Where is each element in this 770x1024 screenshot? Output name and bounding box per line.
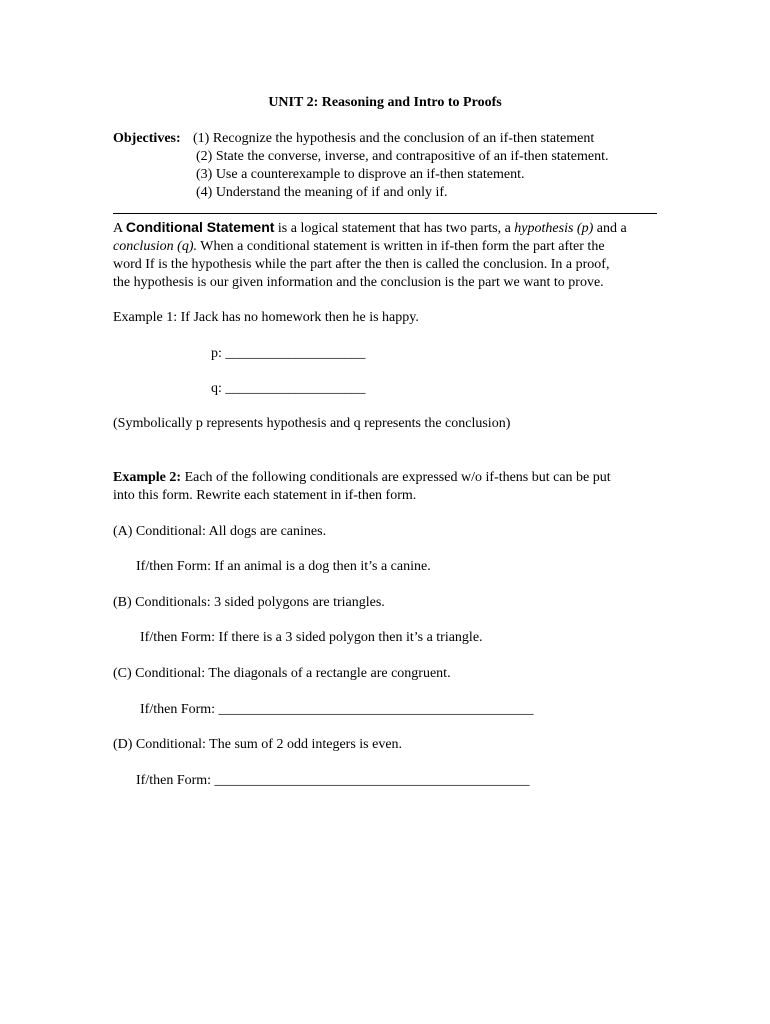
- objective-item: (4) Understand the meaning of if and only if.: [196, 185, 448, 200]
- q-answer-line: q: ____________________: [211, 381, 366, 396]
- conditional-d: (D) Conditional: The sum of 2 odd integers is even.: [113, 737, 403, 752]
- page-title: UNIT 2: Reasoning and Intro to Proofs: [268, 95, 502, 110]
- p-answer-line: p: ____________________: [211, 346, 366, 361]
- definition-paragraph: A Conditional Statement is a logical statement that has two parts, a hypothesis (p) and a conclusion (q). When a conditional statement is written in if-then form the part after the word If is the hypothesis while the part after the then is called the conclusion. In a proof, the hypothesis is our given information and the conclusion is the part we want to prove.: [113, 219, 627, 290]
- objective-item: (1) Recognize the hypothesis and the conclusion of an if-then statement: [193, 131, 595, 146]
- objective-item: (3) Use a counterexample to disprove an if-then statement.: [196, 167, 525, 182]
- conditional-statement-term: Conditional Statement: [125, 219, 275, 235]
- ifthen-d-answer-line: If/then Form: _____________________________________________: [136, 773, 530, 788]
- symbolic-note: (Symbolically p represents hypothesis and q represents the conclusion): [113, 416, 511, 431]
- example2-intro: Example 2: Each of the following conditionals are expressed w/o if-thens but can be put: [113, 470, 611, 485]
- objective-item: (2) State the converse, inverse, and contrapositive of an if-then statement.: [196, 149, 609, 164]
- ifthen-b: If/then Form: If there is a 3 sided polygon then it’s a triangle.: [140, 630, 483, 645]
- conclusion-term: conclusion (q).: [113, 239, 197, 254]
- hypothesis-term: hypothesis (p): [514, 221, 594, 236]
- objectives-label: Objectives:: [113, 131, 181, 146]
- conditional-c: (C) Conditional: The diagonals of a rectangle are congruent.: [113, 666, 451, 681]
- ifthen-a: If/then Form: If an animal is a dog then it’s a canine.: [136, 559, 431, 574]
- example2-intro-line2: into this form. Rewrite each statement in if-then form.: [113, 488, 417, 503]
- conditional-b: (B) Conditionals: 3 sided polygons are triangles.: [113, 595, 385, 610]
- conditional-a: (A) Conditional: All dogs are canines.: [113, 524, 327, 539]
- ifthen-c-answer-line: If/then Form: _____________________________________________: [140, 702, 534, 717]
- example1-text: Example 1: If Jack has no homework then he is happy.: [113, 310, 419, 325]
- section-divider: [113, 213, 657, 214]
